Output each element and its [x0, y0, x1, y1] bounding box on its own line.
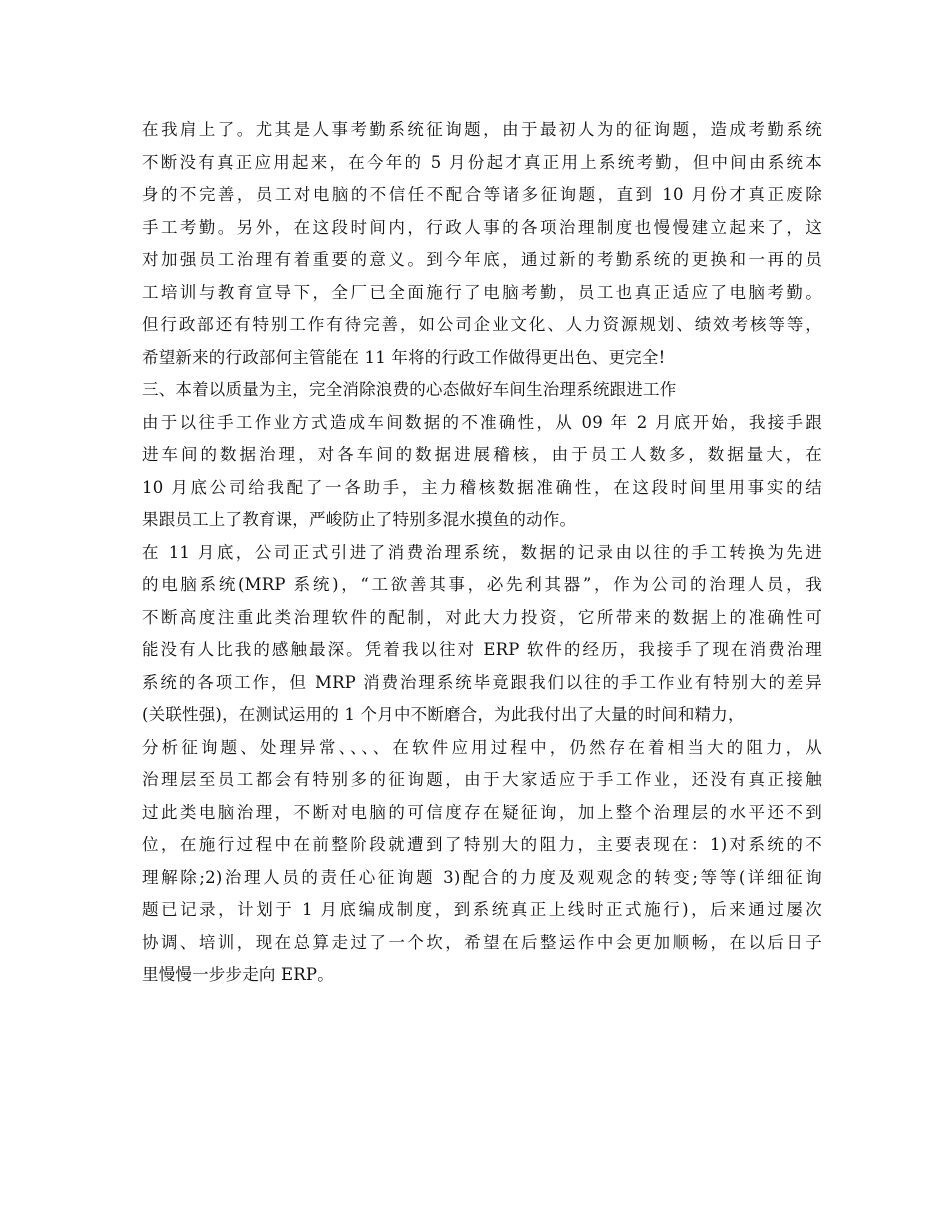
- text-line: 里慢慢一步步走向 ERP。: [142, 965, 334, 984]
- text-line: 位，在施行过程中在前整阶段就遭到了特别大的阻力，主要表现在：1)对系统的不: [142, 835, 822, 854]
- text-line: 系统的各项工作，但 MRP 消费治理系统毕竟跟我们以往的手工作业有特别大的差异: [142, 672, 822, 692]
- text-line: 在 11 月底，公司正式引进了消费治理系统，数据的记录由以往的手工转换为先进: [142, 542, 822, 562]
- text-line: 分析征询题、处理异常、、、、在软件应用过程中，仍然存在着相当大的阻力，从: [142, 737, 822, 757]
- text-line: 协调、培训，现在总算走过了一个坎，希望在后整运作中会更加顺畅，在以后日子: [142, 932, 822, 952]
- text-line: 题已记录，计划于 1 月底编成制度，到系统真正上线时正式施行)，后来通过屡次: [142, 900, 822, 919]
- text-line: 工培训与教育宣导下，全厂已全面施行了电脑考勤，员工也真正适应了电脑考勤。: [142, 282, 822, 302]
- text-line: 对加强员工治理有着重要的意义。到今年底，通过新的考勤系统的更换和一再的员: [142, 250, 822, 269]
- text-line: 在我肩上了。尤其是人事考勤系统征询题，由于最初人为的征询题，造成考勤系统: [142, 120, 822, 139]
- text-line: 过此类电脑治理，不断对电脑的可信度存在疑征询，加上整个治理层的水平还不到: [142, 802, 822, 822]
- text-line: 果跟员工上了教育课，严峻防止了特别多混水摸鱼的动作。: [142, 510, 577, 529]
- text-line: 不断高度注重此类治理软件的配制，对此大力投资，它所带来的数据上的准确性可: [142, 607, 822, 627]
- text-line: (关联性强)，在测试运用的 1 个月中不断磨合，为此我付出了大量的时间和精力，: [142, 705, 745, 724]
- text-line: 进车间的数据治理，对各车间的数据进展稽核，由于员工人数多，数据量大，在: [142, 445, 822, 464]
- text-line: 希望新来的行政部何主管能在 11 年将的行政工作做得更出色、更完全!: [142, 347, 666, 367]
- section-heading: 三、本着以质量为主，完全消除浪费的心态做好车间生治理系统跟进工作: [142, 380, 677, 399]
- text-line: 10 月底公司给我配了一各助手，主力稽核数据准确性，在这段时间里用事实的结: [142, 477, 822, 497]
- text-line: 但行政部还有特别工作有待完善，如公司企业文化、人力资源规划、绩效考核等等，: [142, 315, 822, 334]
- text-line: 不断没有真正应用起来，在今年的 5 月份起才真正用上系统考勤，但中间由系统本: [142, 152, 822, 172]
- text-line: 治理层至员工都会有特别多的征询题，由于大家适应于手工作业，还没有真正接触: [142, 770, 822, 789]
- text-line: 理解除;2)治理人员的责任心征询题 3)配合的力度及观观念的转变;等等(详细征询: [142, 867, 822, 887]
- text-line: 由于以往手工作业方式造成车间数据的不准确性，从 09 年 2 月底开始，我接手跟: [142, 412, 822, 432]
- text-line: 手工考勤。另外，在这段时间内，行政人事的各项治理制度也慢慢建立起来了，这: [142, 217, 822, 237]
- text-line: 能没有人比我的感触最深。凭着我以往对 ERP 软件的经历，我接手了现在消费治理: [142, 640, 822, 659]
- document-body: [142, 114, 822, 992]
- text-line: 身的不完善，员工对电脑的不信任不配合等诸多征询题，直到 10 月份才真正废除: [142, 185, 822, 204]
- text-line: 的电脑系统(MRP 系统)，“工欲善其事，必先利其器”，作为公司的治理人员，我: [142, 575, 822, 594]
